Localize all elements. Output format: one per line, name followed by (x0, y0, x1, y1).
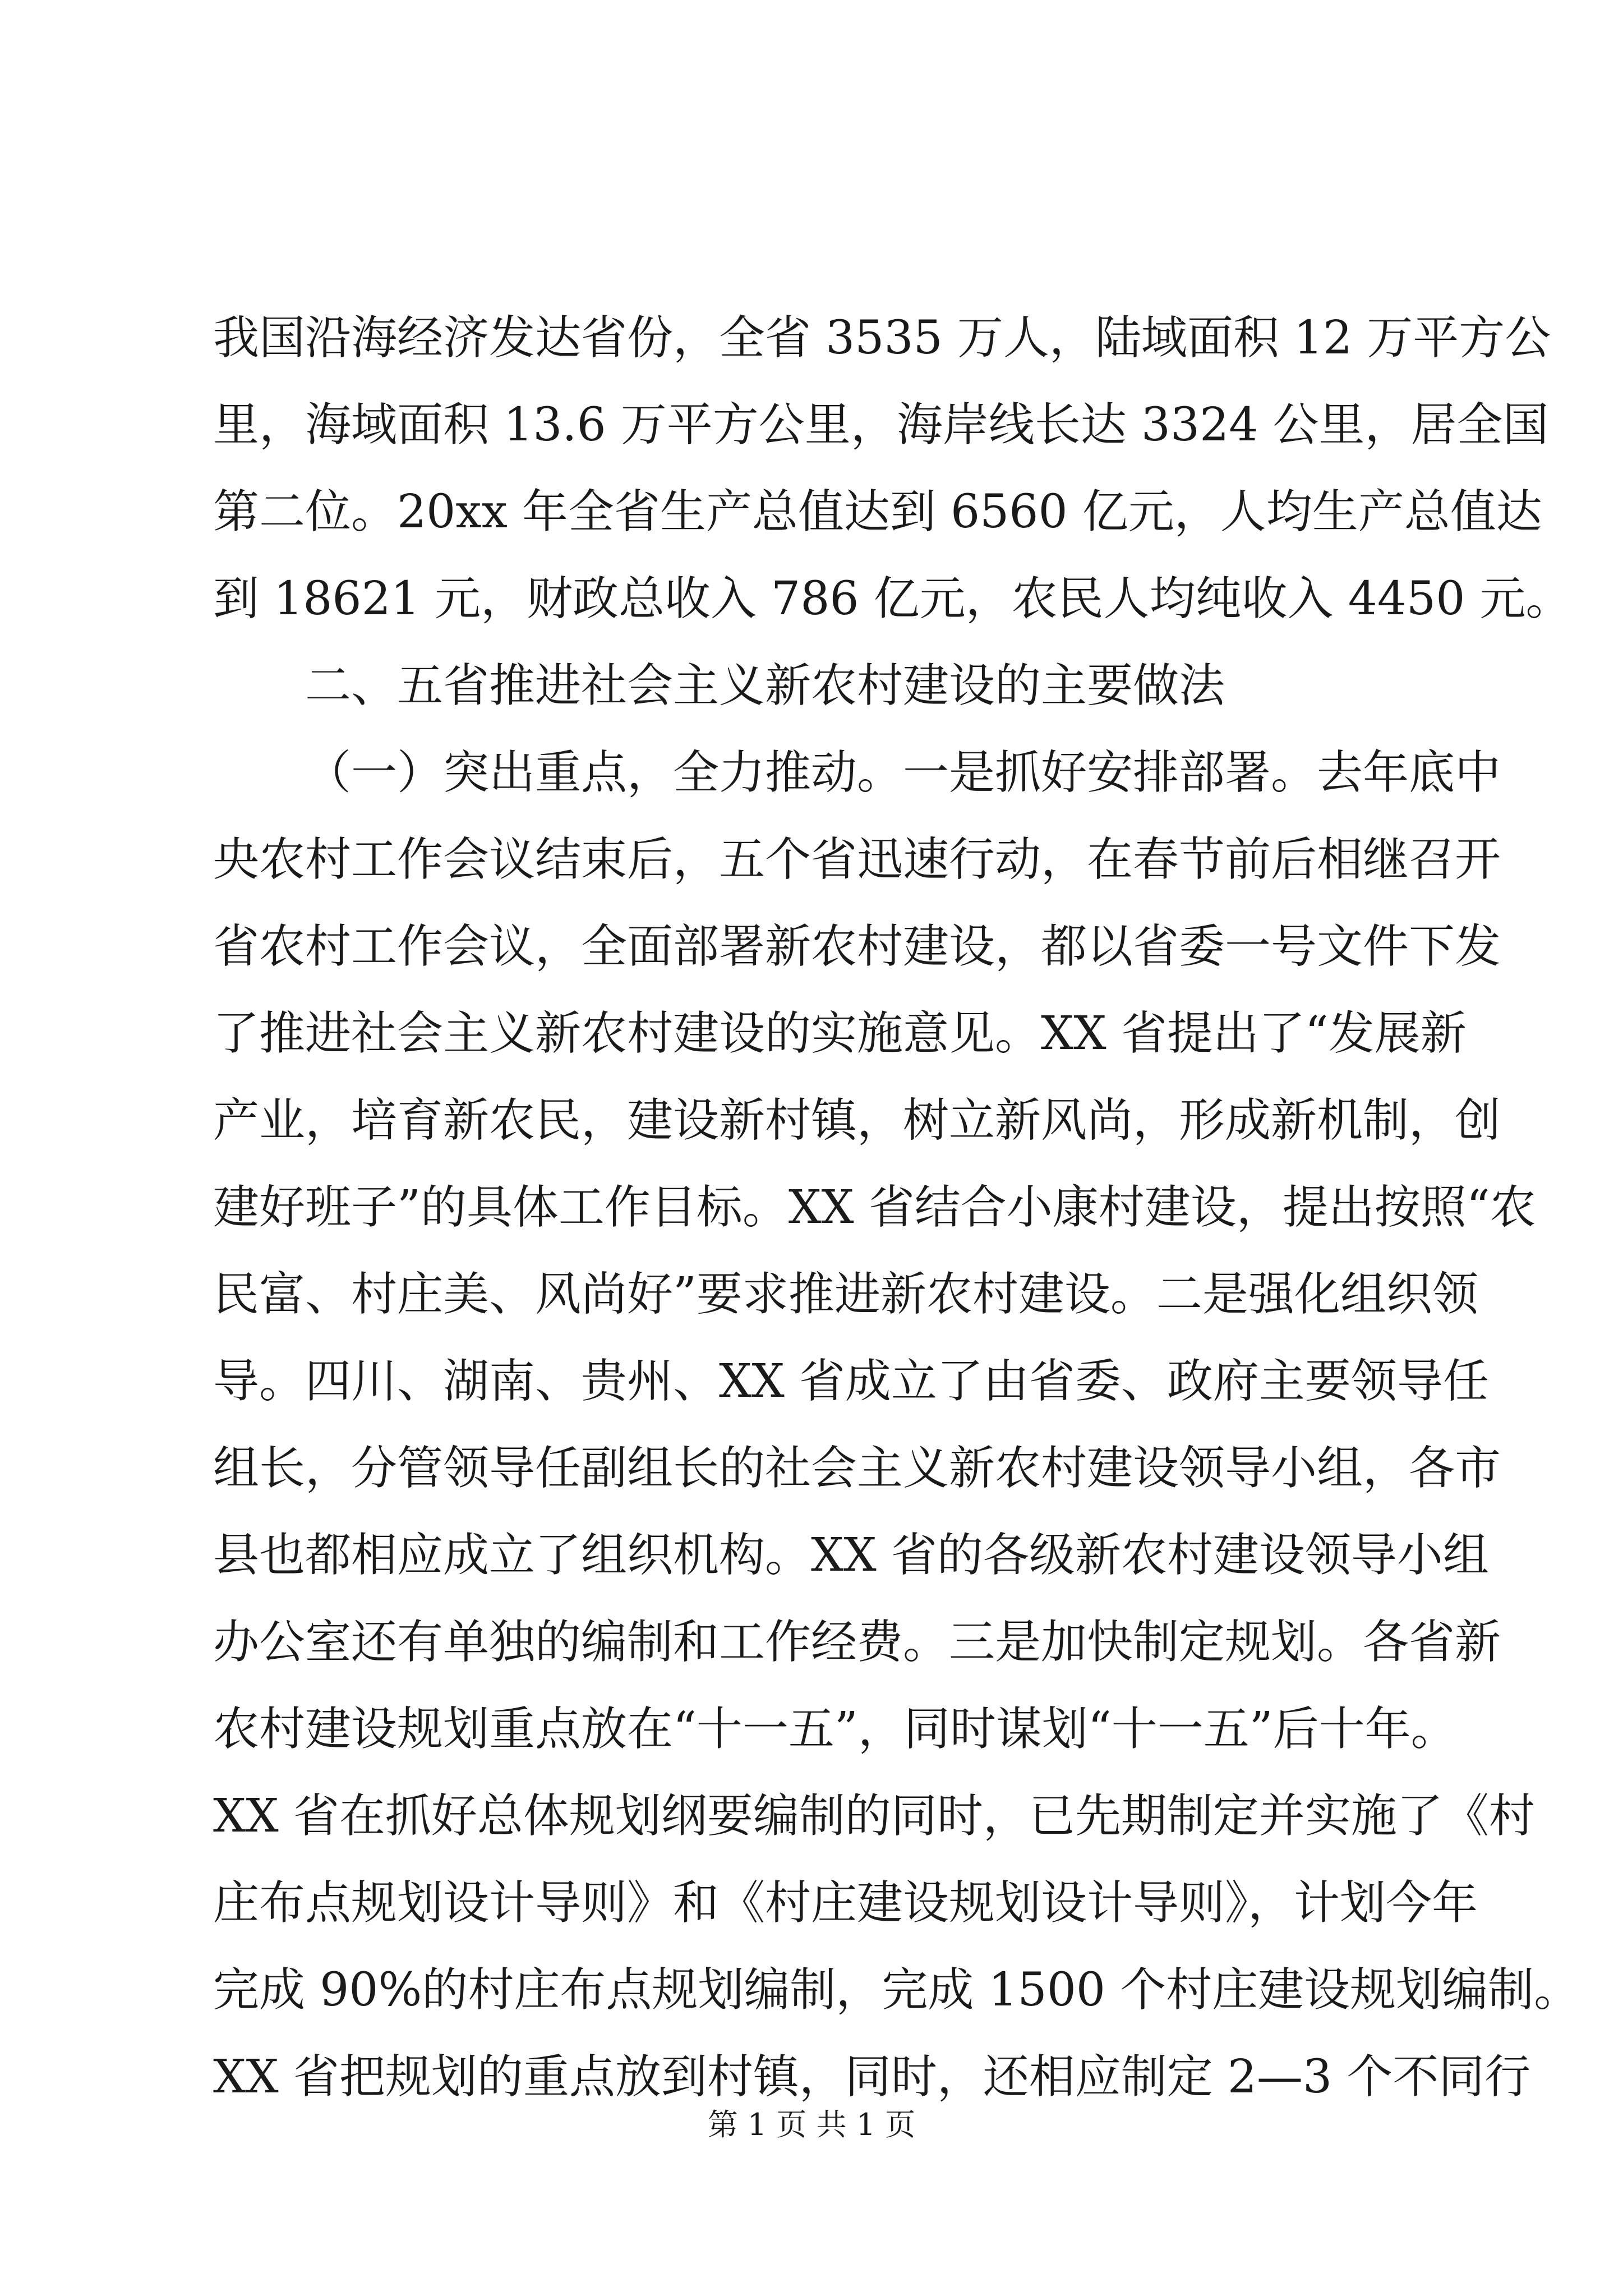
text-line: 我国沿海经济发达省份，全省 3535 万人，陆域面积 12 万平方公 (213, 311, 1551, 365)
text-line: 建好班子”的具体工作目标。XX 省结合小康村建设，提出按照“农 (213, 1181, 1536, 1234)
text-line: 导。四川、湖南、贵州、XX 省成立了由省委、政府主要领导任 (213, 1355, 1489, 1408)
text-line: 里，海域面积 13.6 万平方公里，海岸线长达 3324 公里，居全国 (213, 398, 1549, 452)
text-line: 县也都相应成立了组织机构。XX 省的各级新农村建设领导小组 (213, 1529, 1489, 1582)
document-body (213, 295, 1580, 2120)
text-line: 庄布点规划设计导则》和《村庄建设规划设计导则》，计划今年 (213, 1876, 1478, 1930)
text-line: 组长，分管领导任副组长的社会主义新农村建设领导小组，各市 (213, 1442, 1501, 1495)
page-number: 第 1 页 共 1 页 (707, 2107, 916, 2142)
text-line: 第二位。20xx 年全省生产总值达到 6560 亿元，人均生产总值达 (213, 485, 1542, 539)
text-line: 办公室还有单独的编制和工作经费。三是加快制定规划。各省新 (213, 1616, 1501, 1669)
text-line: 农村建设规划重点放在“十一五”，同时谋划“十一五”后十年。 (213, 1703, 1457, 1756)
text-line: 到 18621 元，财政总收入 786 亿元，农民人均纯收入 4450 元。 (213, 572, 1572, 625)
text-line: 省农村工作会议，全面部署新农村建设，都以省委一号文件下发 (213, 920, 1501, 973)
text-line: 了推进社会主义新农村建设的实施意见。XX 省提出了“发展新 (213, 1007, 1467, 1060)
text-line: 产业，培育新农民，建设新村镇，树立新风尚，形成新机制，创 (213, 1094, 1501, 1147)
text-line: 央农村工作会议结束后，五个省迅速行动，在春节前后相继召开 (213, 833, 1501, 886)
text-line: 民富、村庄美、风尚好”要求推进新农村建设。二是强化组织领 (213, 1268, 1478, 1321)
section-heading: 二、五省推进社会主义新农村建设的主要做法 (305, 659, 1225, 712)
text-line: （一）突出重点，全力推动。一是抓好安排部署。去年底中 (305, 746, 1501, 799)
text-line: XX 省把规划的重点放到村镇，同时，还相应制定 2—3 个不同行 (213, 2050, 1531, 2104)
text-line: 完成 90%的村庄布点规划编制，完成 1500 个村庄建设规划编制。 (213, 1963, 1580, 2017)
text-line: XX 省在抓好总体规划纲要编制的同时，已先期制定并实施了《村 (213, 1789, 1535, 1843)
page-footer (0, 2101, 1623, 2144)
